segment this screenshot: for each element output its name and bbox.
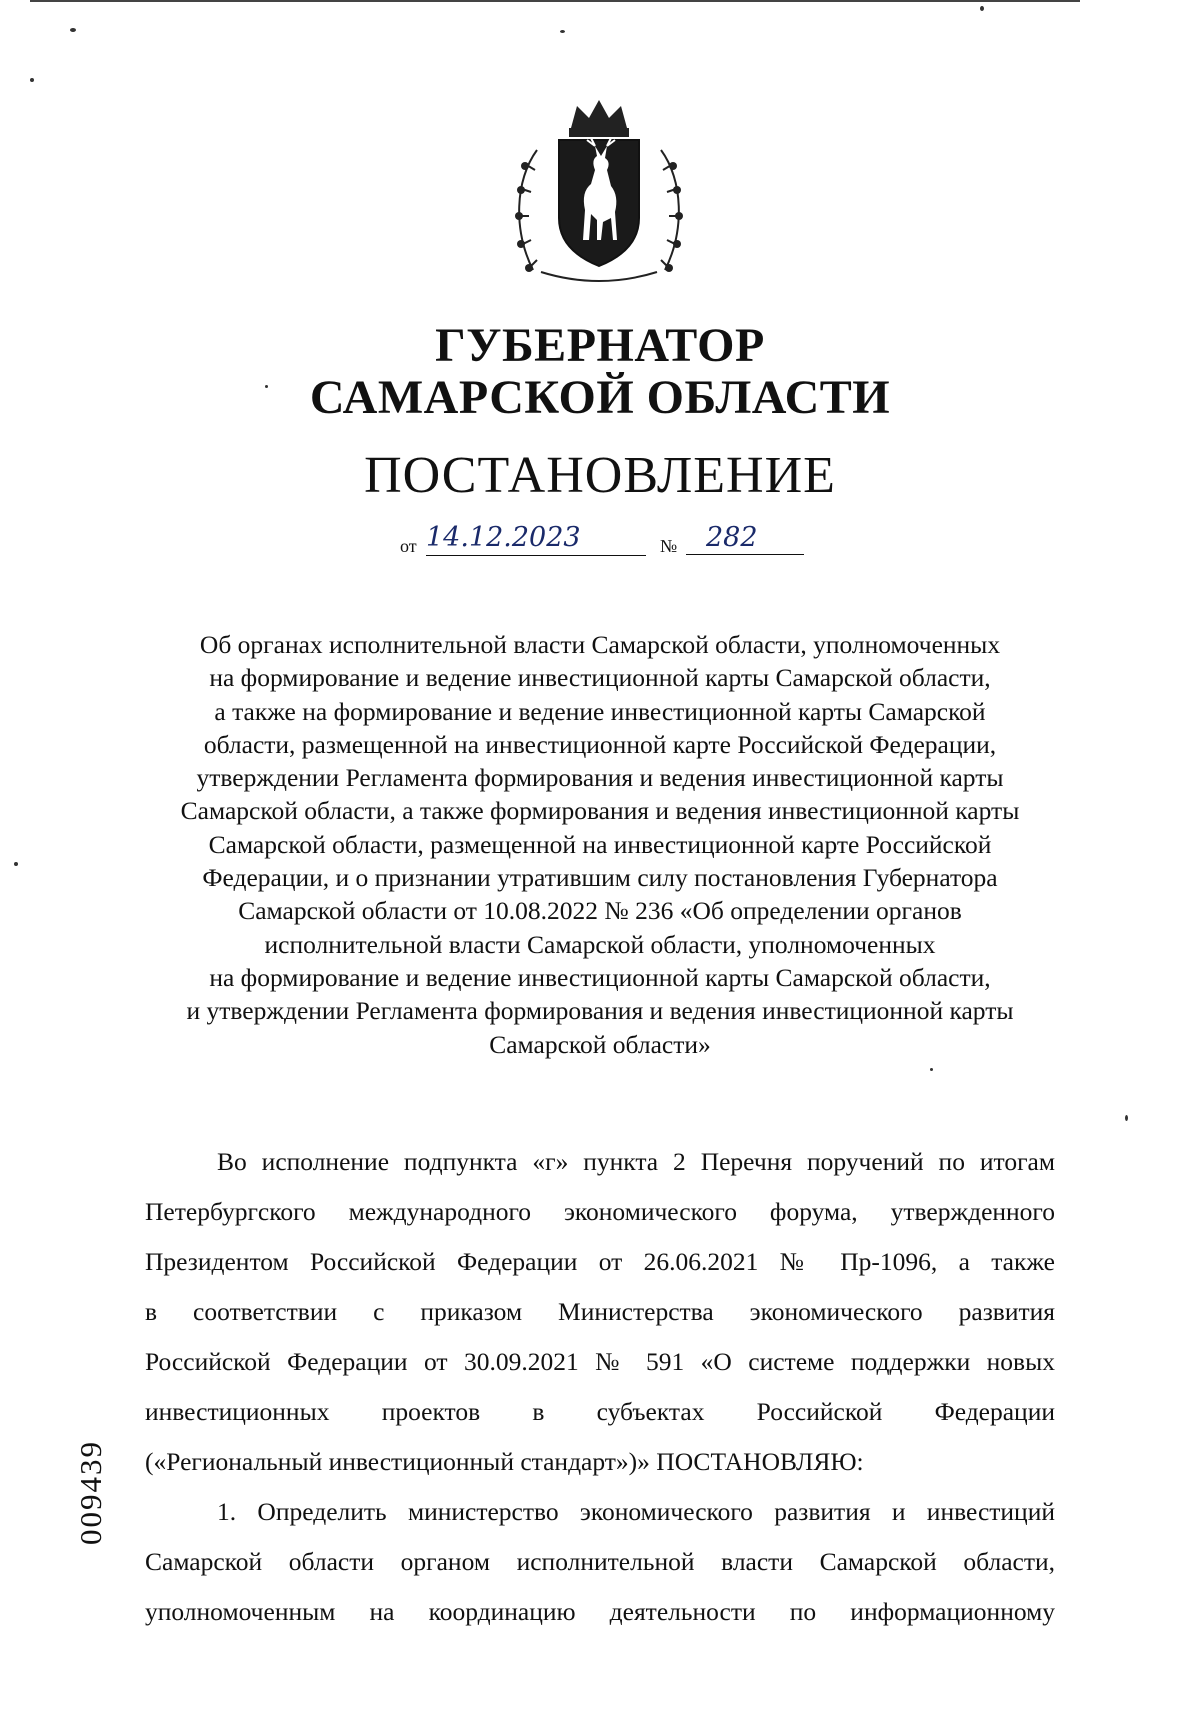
heading-line: а также на формирование и ведение инвестиционной карты Самарской: [214, 696, 986, 726]
heading-line: Самарской области, а также формирования и ведения инвестиционной карты: [180, 796, 1020, 826]
body-line: инвестиционных проектов в субъектах Российской Федерации: [145, 1397, 1055, 1426]
heading-line: Самарской области»: [489, 1029, 711, 1059]
document-type-title: ПОСТАНОВЛЕНИЕ: [364, 447, 836, 504]
heading-line: Самарской области от 10.08.2022 № 236 «Об определении органов: [238, 896, 962, 926]
body-line: Петербургского международного экономического форума, утвержденного: [145, 1197, 1055, 1226]
scan-speck: [14, 862, 18, 866]
paragraph-2: [145, 1487, 1055, 1637]
heading-line: Об органах исполнительной власти Самарской области, уполномоченных: [199, 630, 1001, 659]
paragraph-1: [145, 1137, 1055, 1487]
handwritten-date: 14.12.2023: [426, 522, 646, 556]
heading-line: на формирование и ведение инвестиционной карты Самарской области,: [209, 663, 991, 693]
authority-title-line1: ГУБЕРНАТОР: [435, 319, 765, 372]
heading-line: и утверждении Регламента формирования и ведения инвестиционной карты: [186, 996, 1014, 1026]
body-line: Самарской области органом исполнительной власти Самарской области,: [145, 1547, 1055, 1576]
margin-registration-number: 009439: [73, 1440, 108, 1545]
body-line: уполномоченным на координацию деятельности по информационному: [145, 1597, 1055, 1626]
body-line: 1. Определить министерство экономического развития и инвестиций: [217, 1497, 1055, 1526]
document-heading: [140, 628, 1060, 1061]
scan-speck: [1125, 1115, 1128, 1121]
scan-top-edge: [30, 0, 1080, 2]
scan-speck: [30, 78, 34, 82]
document-body: [145, 1137, 1055, 1637]
heading-line: утверждении Регламента формирования и ведения инвестиционной карты: [196, 763, 1004, 793]
body-line: Во исполнение подпункта «г» пункта 2 Перечня поручений по итогам: [217, 1147, 1055, 1176]
body-line: Президентом Российской Федерации от 26.06.2021 № Пр-1096, а также: [145, 1247, 1055, 1276]
scan-speck: [560, 30, 565, 33]
body-line: в соответствии с приказом Министерства экономического развития: [145, 1297, 1055, 1326]
number-label: №: [660, 536, 678, 556]
body-line: Российской Федерации от 30.09.2021 № 591 «О системе поддержки новых: [145, 1347, 1055, 1376]
heading-line: исполнительной власти Самарской области, уполномоченных: [264, 929, 936, 959]
scan-speck: [70, 28, 76, 32]
heading-line: Федерации, и о признании утратившим силу постановления Губернатора: [202, 863, 998, 893]
date-prefix: от: [400, 536, 417, 556]
coat-of-arms-emblem: [511, 100, 687, 288]
heading-line: области, размещенной на инвестиционной карте Российской Федерации,: [203, 729, 997, 759]
heading-line: на формирование и ведение инвестиционной карты Самарской области,: [209, 962, 991, 992]
authority-title-line2: САМАРСКОЙ ОБЛАСТИ: [309, 371, 891, 424]
scan-speck: [980, 6, 984, 11]
scan-speck: [930, 1068, 933, 1071]
body-line: («Региональный инвестиционный стандарт»)» ПОСТАНОВЛЯЮ:: [145, 1447, 864, 1476]
handwritten-number: 282: [686, 522, 804, 555]
heading-line: Самарской области, размещенной на инвестиционной карте Российской: [208, 829, 992, 859]
